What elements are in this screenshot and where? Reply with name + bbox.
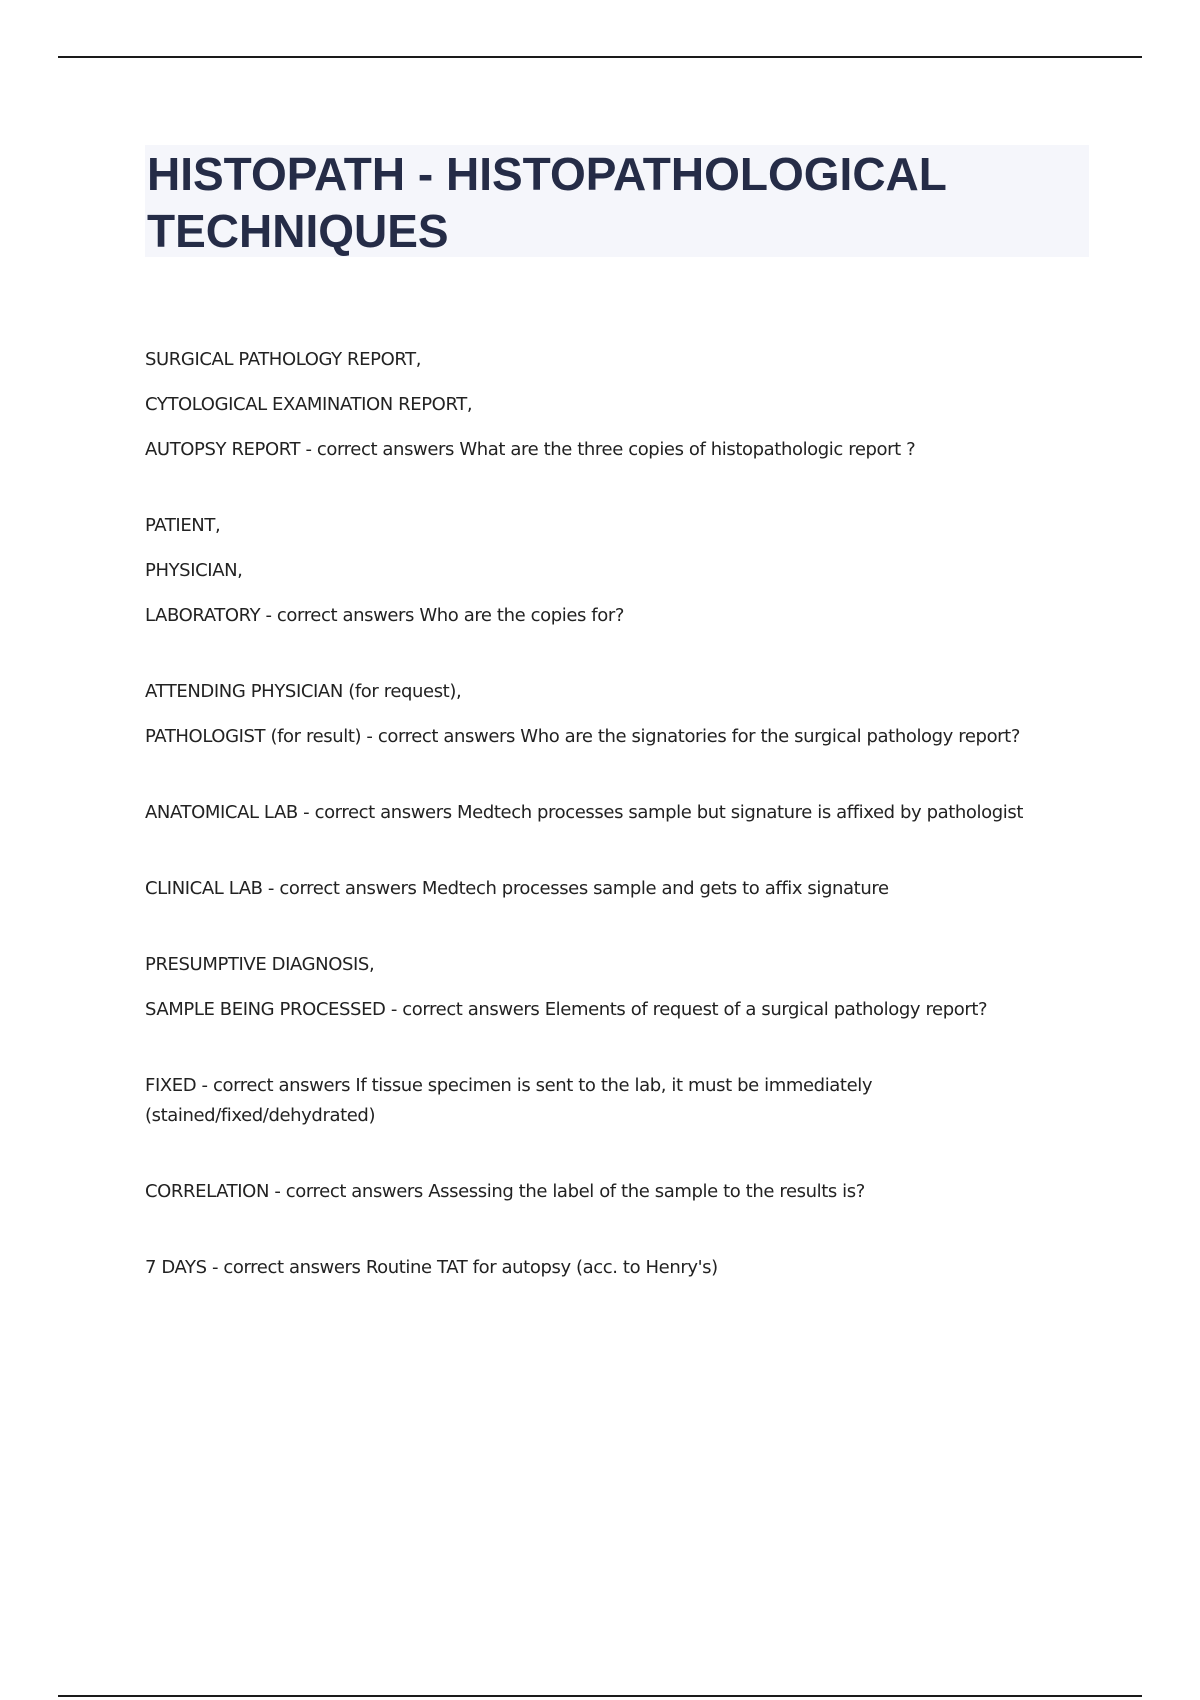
qa-entry (145, 345, 1085, 465)
top-rule (58, 56, 1142, 58)
qa-entry (145, 1071, 1085, 1131)
answer-line: ATTENDING PHYSICIAN (for request), (145, 681, 462, 702)
answer-line: CLINICAL LAB - correct answers Medtech processes sample and gets to affix signature (145, 878, 889, 899)
qa-entry (145, 874, 1085, 904)
document-body (145, 345, 1085, 1329)
answer-line: ANATOMICAL LAB - correct answers Medtech processes sample but signature is affixed by pathologist (145, 802, 1023, 823)
answer-line: CYTOLOGICAL EXAMINATION REPORT, (145, 394, 473, 415)
answer-line: SAMPLE BEING PROCESSED - correct answers Elements of request of a surgical pathology report? (145, 999, 988, 1020)
answer-line: 7 DAYS - correct answers Routine TAT for autopsy (acc. to Henry's) (145, 1257, 718, 1278)
qa-entry (145, 950, 1085, 1025)
answer-line: SURGICAL PATHOLOGY REPORT, (145, 349, 422, 370)
answer-line: AUTOPSY REPORT - correct answers What are the three copies of histopathologic report ? (145, 439, 916, 460)
qa-entry (145, 798, 1085, 828)
bottom-rule (58, 1695, 1142, 1697)
answer-line: FIXED - correct answers If tissue specimen is sent to the lab, it must be immediately (stained/fixed/dehydrated) (145, 1075, 873, 1126)
answer-line: CORRELATION - correct answers Assessing the label of the sample to the results is? (145, 1181, 865, 1202)
answer-line: PATHOLOGIST (for result) - correct answers Who are the signatories for the surgical pathology report? (145, 726, 1020, 747)
answer-line: PRESUMPTIVE DIAGNOSIS, (145, 954, 375, 975)
answer-line: PATIENT, (145, 515, 221, 536)
qa-entry (145, 677, 1085, 752)
document-title: HISTOPATH - HISTOPATHOLOGICAL TECHNIQUES (147, 148, 947, 257)
qa-entry (145, 511, 1085, 631)
answer-line: PHYSICIAN, (145, 560, 243, 581)
qa-entry (145, 1253, 1085, 1283)
answer-line: LABORATORY - correct answers Who are the copies for? (145, 605, 625, 626)
qa-entry (145, 1177, 1085, 1207)
